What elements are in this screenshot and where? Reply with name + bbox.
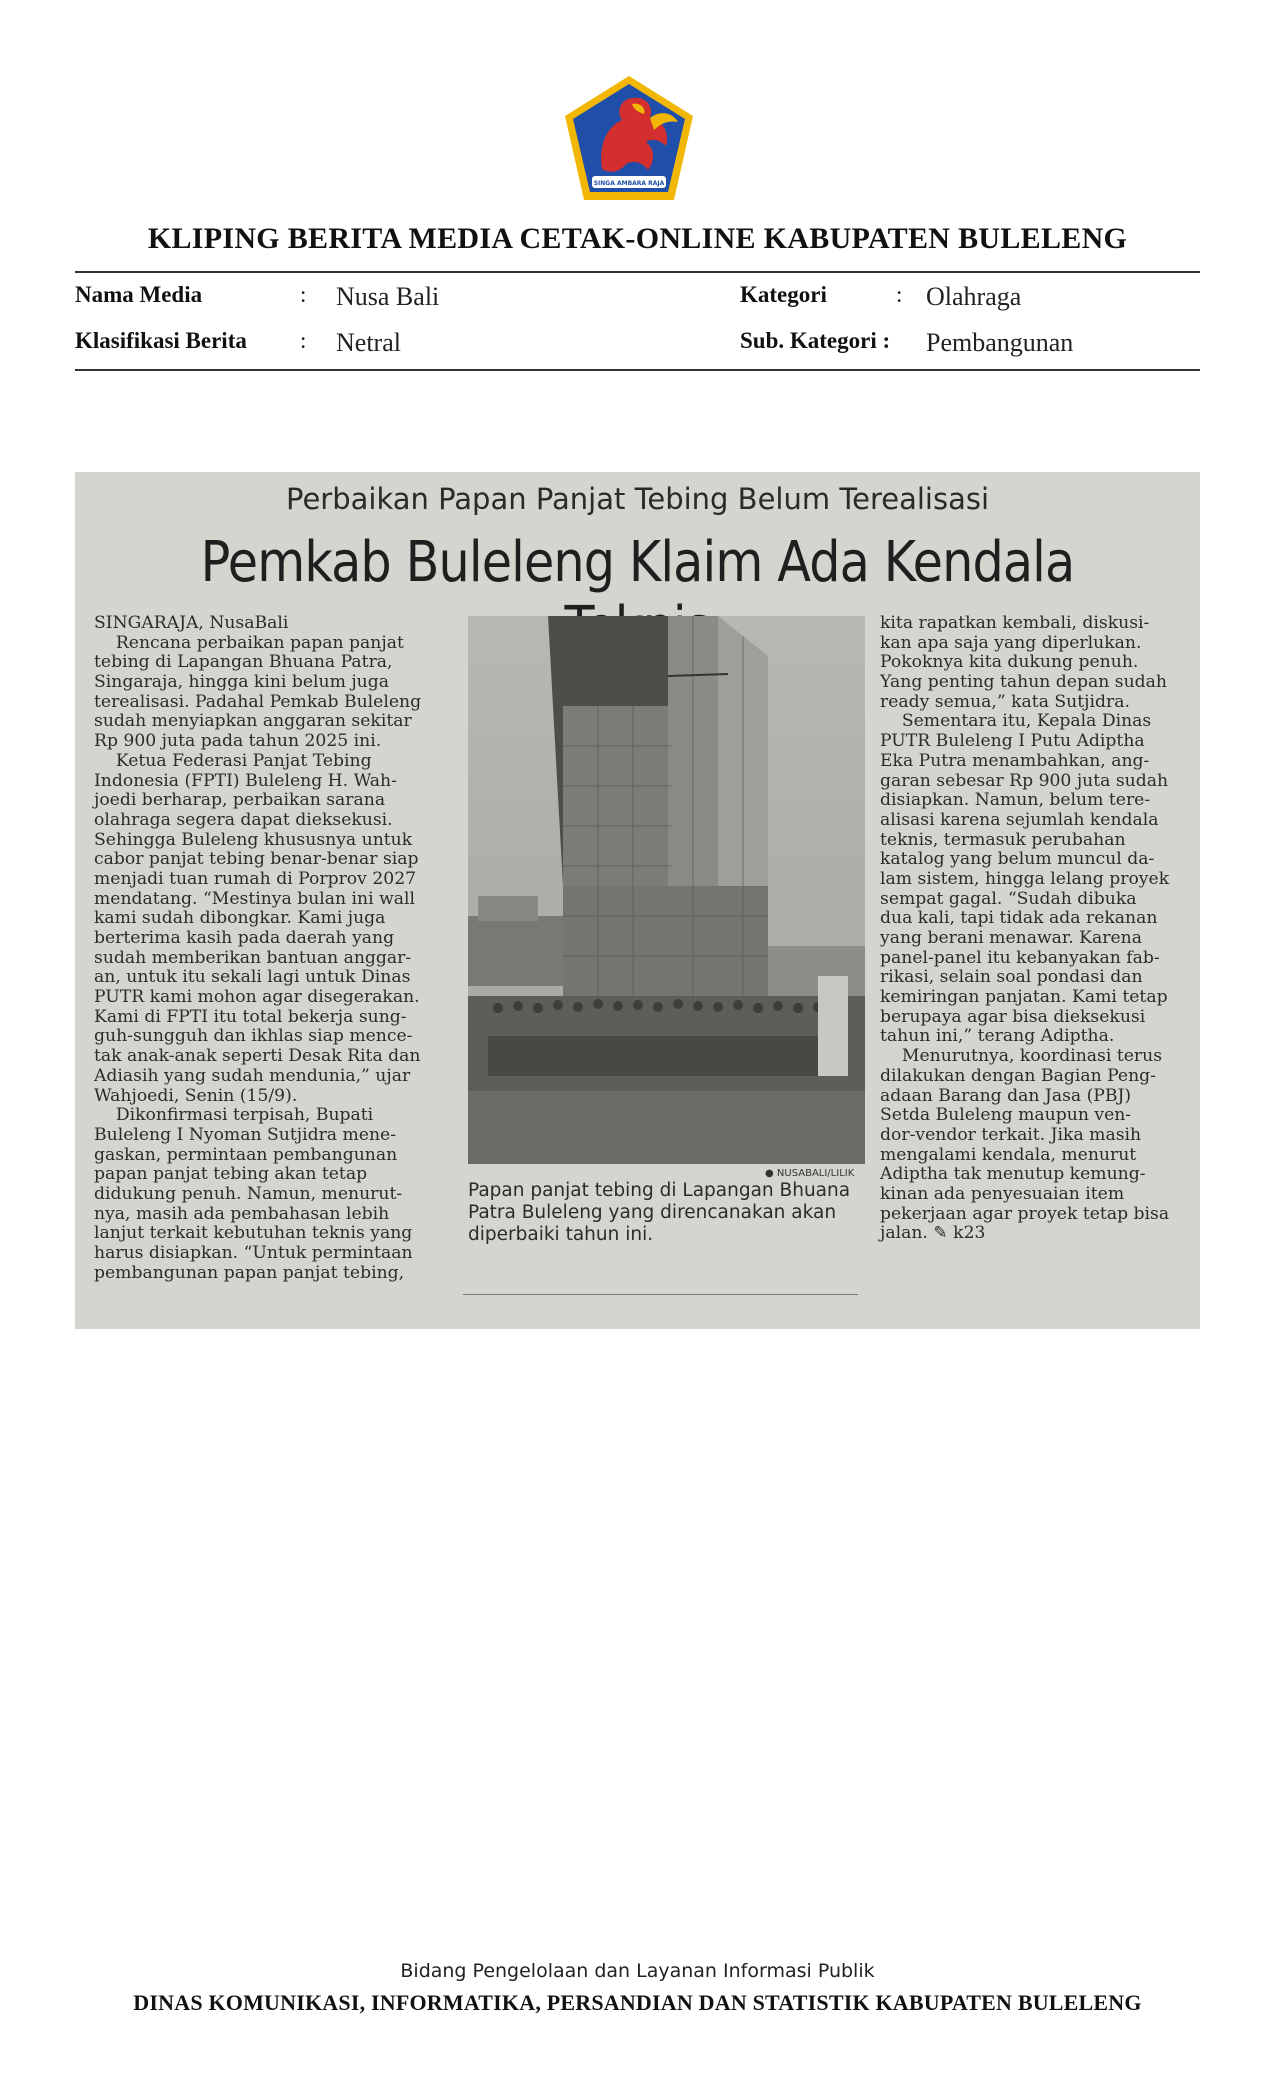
photo-credit: ● NUSABALI/LILIK <box>765 1168 855 1179</box>
article-line: nya, masih ada pembahasan lebih <box>94 1203 390 1224</box>
kategori-value: Olahraga <box>926 282 1022 311</box>
nama-media-label: Nama Media <box>75 282 203 307</box>
article-line: didukung penuh. Namun, menurut- <box>94 1183 403 1204</box>
sub-kategori-value: Pembangunan <box>926 328 1074 357</box>
footer-department: Bidang Pengelolaan dan Layanan Informasi Publik <box>400 1960 875 1982</box>
photo-caption <box>468 1180 868 1246</box>
article-line: harus disiapkan. “Untuk permintaan <box>94 1243 413 1263</box>
article-line: Singaraja, hingga kini belum juga <box>94 672 389 693</box>
article-line: Indonesia (FPTI) Buleleng H. Wah- <box>94 770 397 791</box>
article-line: terealisasi. Padahal Pemkab Buleleng <box>94 691 422 712</box>
caption-line: diperbaiki tahun ini. <box>468 1224 654 1245</box>
article-line: berterima kasih pada daerah yang <box>94 928 395 948</box>
article-line: Wahjoedi, Senin (15/9). <box>94 1085 298 1106</box>
kategori-colon: : <box>896 282 903 307</box>
article-line: Buleleng I Nyoman Sutjidra mene- <box>94 1124 397 1145</box>
article-line: papan panjat tebing akan tetap <box>94 1164 368 1185</box>
article-line: adaan Barang dan Jasa (PBJ) <box>880 1085 1132 1106</box>
article-left-column <box>94 614 452 1283</box>
article-line: garan sebesar Rp 900 juta sudah <box>880 770 1169 791</box>
article-line: joedi berharap, perbaikan sarana <box>94 790 386 811</box>
article-line: tak anak-anak seperti Desak Rita dan <box>94 1046 421 1067</box>
article-line: Pokoknya kita dukung penuh. <box>880 652 1139 673</box>
news-clipping <box>75 472 1200 1329</box>
article-line: panel-panel itu kebanyakan fab- <box>880 947 1160 968</box>
article-line: rikasi, selain soal pondasi dan <box>880 967 1143 988</box>
article-line: kemiringan panjatan. Kami tetap <box>880 987 1168 1008</box>
article-line: yang berani menawar. Karena <box>880 928 1142 948</box>
article-line: jalan. ✎ k23 <box>880 1223 986 1244</box>
article-line: kami sudah dibongkar. Kami juga <box>94 908 386 929</box>
article-line: sudah menyiapkan anggaran sekitar <box>94 711 412 732</box>
photo-illustration <box>468 616 865 1164</box>
article-line: Adiasih yang sudah mendunia,” ujar <box>94 1065 411 1086</box>
article-right-column <box>880 614 1195 1244</box>
article-line: PUTR Buleleng I Putu Adiptha <box>880 731 1145 752</box>
caption-line: Patra Buleleng yang direncanakan akan <box>468 1202 837 1223</box>
article-line: Ketua Federasi Panjat Tebing <box>94 750 372 771</box>
article-line: pembangunan papan panjat tebing, <box>94 1262 405 1283</box>
klasifikasi-colon: : <box>300 328 307 353</box>
page-title: KLIPING BERITA MEDIA CETAK-ONLINE KABUPATEN BULELENG <box>147 222 1128 255</box>
article-line: kita rapatkan kembali, diskusi- <box>880 613 1150 633</box>
nama-media-colon: : <box>300 282 307 307</box>
article-line: SINGARAJA, NusaBali <box>94 613 289 633</box>
article-line: tebing di Lapangan Bhuana Patra, <box>94 652 393 673</box>
article-line: Eka Putra menambahkan, ang- <box>880 750 1150 771</box>
article-line: Adiptha tak menutup kemung- <box>880 1164 1146 1185</box>
klasifikasi-value: Netral <box>336 328 401 357</box>
article-line: mengalami kendala, menurut <box>880 1144 1137 1165</box>
article-headline: Pemkab Buleleng Klaim Ada Kendala <box>200 530 1075 595</box>
article-line: Kami di FPTI itu total bekerja sung- <box>94 1006 407 1027</box>
article-line: sempat gagal. “Sudah dibuka <box>880 888 1137 909</box>
divider-top <box>75 271 1200 273</box>
article-line: gaskan, permintaan pembangunan <box>94 1144 398 1165</box>
article-line: kinan ada penyesuaian item <box>880 1183 1125 1204</box>
divider-bottom <box>75 369 1200 371</box>
article-line: dilakukan dengan Bagian Peng- <box>880 1065 1156 1086</box>
article-kicker: Perbaikan Papan Panjat Tebing Belum Terealisasi <box>285 482 990 516</box>
article-line: Sehingga Buleleng khususnya untuk <box>94 829 413 850</box>
article-line: teknis, termasuk perubahan <box>880 829 1126 850</box>
article-line: tahun ini,” terang Adiptha. <box>880 1026 1115 1047</box>
sub-kategori-label: Sub. Kategori : <box>740 328 891 353</box>
article-line: sudah memberikan bantuan anggar- <box>94 947 412 968</box>
article-line: pekerjaan agar proyek tetap bisa <box>880 1203 1170 1224</box>
article-line: Rp 900 juta pada tahun 2025 ini. <box>94 731 382 752</box>
article-line: an, untuk itu sekali lagi untuk Dinas <box>94 967 411 988</box>
article-line: Sementara itu, Kepala Dinas <box>880 711 1152 732</box>
article-line: alisasi karena sejumlah kendala <box>880 809 1159 830</box>
footer-agency: DINAS KOMUNIKASI, INFORMATIKA, PERSANDIAN DAN STATISTIK KABUPATEN BULELENG <box>133 1990 1142 2015</box>
caption-divider <box>463 1294 858 1295</box>
article-line: katalog yang belum muncul da- <box>880 849 1155 870</box>
article-line: Yang penting tahun depan sudah <box>880 672 1167 693</box>
article-line: Menurutnya, koordinasi terus <box>880 1046 1163 1067</box>
article-line: mendatang. “Mestinya bulan ini wall <box>94 888 416 909</box>
article-line: disiapkan. Namun, belum tere- <box>880 790 1151 811</box>
article-line: menjadi tuan rumah di Porprov 2027 <box>94 868 417 889</box>
article-line: kan apa saja yang diperlukan. <box>880 632 1142 653</box>
caption-line: Papan panjat tebing di Lapangan Bhuana <box>468 1180 851 1201</box>
article-line: dua kali, tapi tidak ada rekanan <box>880 908 1158 929</box>
logo-motto: SINGA AMBARA RAJA <box>593 180 665 187</box>
article-line: lam sistem, hingga lelang proyek <box>880 868 1170 889</box>
article-line: berupaya agar bisa dieksekusi <box>880 1006 1146 1027</box>
article-line: Rencana perbaikan papan panjat <box>94 632 404 653</box>
buleleng-logo-icon <box>562 74 696 202</box>
nama-media-value: Nusa Bali <box>336 282 440 311</box>
article-line: guh-sungguh dan ikhlas siap mence- <box>94 1026 413 1047</box>
article-line: olahraga segera dapat dieksekusi. <box>94 809 393 830</box>
klasifikasi-label: Klasifikasi Berita <box>75 328 247 353</box>
climbing-wall-photo <box>468 616 865 1164</box>
article-line: dor-vendor terkait. Jika masih <box>880 1124 1142 1145</box>
article-line: cabor panjat tebing benar-benar siap <box>94 849 419 870</box>
article-line: PUTR kami mohon agar disegerakan. <box>94 987 420 1008</box>
kategori-label: Kategori <box>740 282 827 307</box>
article-line: lanjut terkait kebutuhan teknis yang <box>94 1223 413 1244</box>
article-line: Dikonfirmasi terpisah, Bupati <box>94 1105 374 1126</box>
article-line: Setda Buleleng maupun ven- <box>880 1105 1132 1126</box>
article-line: ready semua,” kata Sutjidra. <box>880 691 1130 712</box>
